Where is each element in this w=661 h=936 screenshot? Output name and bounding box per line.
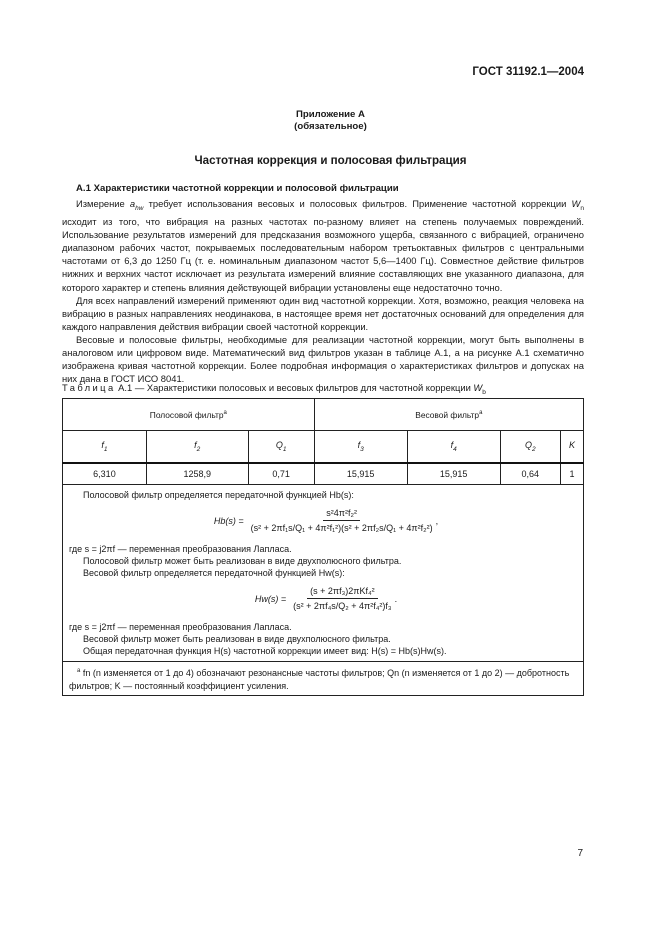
formula-cell (63, 485, 584, 662)
table-cell: 1258,9 (146, 463, 248, 485)
column-header: K (561, 431, 584, 464)
table-cell: 0,71 (248, 463, 314, 485)
paragraph-1: Измерение $a_{hw}$ требует использования весовых и полосовых фильтров. Применение частотной коррекции $W_n$ исходит из того, что вибрация на разных частотах по-разному влияет на степень получаемых повреждений. Использование результатов измерений для предсказания возможного ущерба, связанного с вибрацией, ограничено диапазоном рабочих частот, покрываемых последовательным набором третьоктавных фильтров с центральными частотами от 6,3 до 1250 Гц (т. е. номинальным диапазоном частот 5,6—1400 Гц). Совместное действие фильтров нижних и верхних частот исключает из результата измерений влияние составляющих вне указанного диапазона, для которого характер и степень влияния действующей вибрации установлены еще недостаточно точно. (62, 198, 584, 293)
table-cell: 6,310 (63, 463, 147, 485)
paragraph-3: Весовые и полосовые фильтры, необходимые для реализации частотной коррекции, могут быть выполнены в аналоговом или цифровом виде. Математический вид фильтров указан в таблице А.1, а на рисунке А.1 схематично изображена кривая частотной коррекции. Более подробная информация о характеристиках фильтров и допусках на них дана в ГОСТ ИСО 8041. (62, 333, 584, 385)
document-header: ГОСТ 31192.1—2004 (472, 66, 584, 78)
column-header: $f_3$ (314, 431, 407, 464)
section-title: Частотная коррекция и полосовая фильтрация (194, 154, 467, 167)
hb-definition: Полосовой фильтр определяется передаточной функцией Hb(s): (83, 490, 354, 500)
table-cell: 1 (561, 463, 584, 485)
appendix-heading (0, 109, 661, 133)
hb-formula: Hb(s) = $\frac{\text{s²4π²f₂²}}{\text{(s² + 2πf₁s/Q₁ + 4π²f₁²)(s² + 2πf₂s/Q₁ + 4π²f₂²)}}$ , (213, 508, 439, 534)
appendix-title: Приложение А (296, 109, 365, 120)
total-transfer-function: Общая передаточная функция H(s) частотной коррекции имеет вид: H(s) = Hb(s)Hw(s). (83, 646, 447, 657)
group-header-bandpass: Полосовой фильтр$^a$ (63, 399, 315, 431)
column-header: $f_1$ (63, 431, 147, 464)
table-cell: 0,64 (500, 463, 560, 485)
filter-table (62, 398, 584, 696)
column-header: $Q_2$ (500, 431, 560, 464)
paragraph-2: Для всех направлений измерений применяют один вид частотной коррекции. Хотя, возможно, реакция человека на вибрацию в разных направлениях неодинакова, в настоящее время нет достаточных оснований для определения для каждого направления действия вибрации своей частотной коррекции. (62, 294, 584, 332)
group-header-weighting: Весовой фильтр$^a$ (314, 399, 583, 431)
column-header: $Q_1$ (248, 431, 314, 464)
table-caption: Таблица А.1 — Характеристики полосовых и весовых фильтров для частотной коррекции $W_b$ (62, 382, 486, 396)
subsection-heading: А.1 Характеристики частотной коррекции и полосовой фильтрации (76, 183, 399, 194)
hb-implementation: Полосовой фильтр может быть реализован в виде двухполюсного фильтра. (83, 555, 402, 566)
section-body (62, 182, 584, 385)
table-footnote: $^a$ fn (n изменяется от 1 до 4) обозначают резонансные частоты фильтров; Qn (n изменяется от 1 до 2) — добротность фильтров; K — постоянный коэффициент усиления. (63, 662, 584, 696)
column-header: $f_4$ (407, 431, 500, 464)
appendix-status: (обязательное) (294, 121, 367, 132)
laplace-note-2: где s = j2πf — переменная преобразования Лапласа. (69, 621, 292, 632)
hw-implementation: Весовой фильтр может быть реализован в виде двухполюсного фильтра. (83, 633, 391, 644)
column-header: $f_2$ (146, 431, 248, 464)
hw-formula: Hw(s) = $\frac{\text{(s + 2πf₃)2πKf₄²}}{\text{(s² + 2πf₄s/Q₂ + 4π²f₄²)f₃}}$ . (254, 586, 398, 612)
page-number: 7 (577, 848, 583, 859)
laplace-note: где s = j2πf — переменная преобразования Лапласа. (69, 543, 292, 554)
hw-definition: Весовой фильтр определяется передаточной функцией Hw(s): (83, 568, 345, 579)
table-cell: 15,915 (407, 463, 500, 485)
table-cell: 15,915 (314, 463, 407, 485)
